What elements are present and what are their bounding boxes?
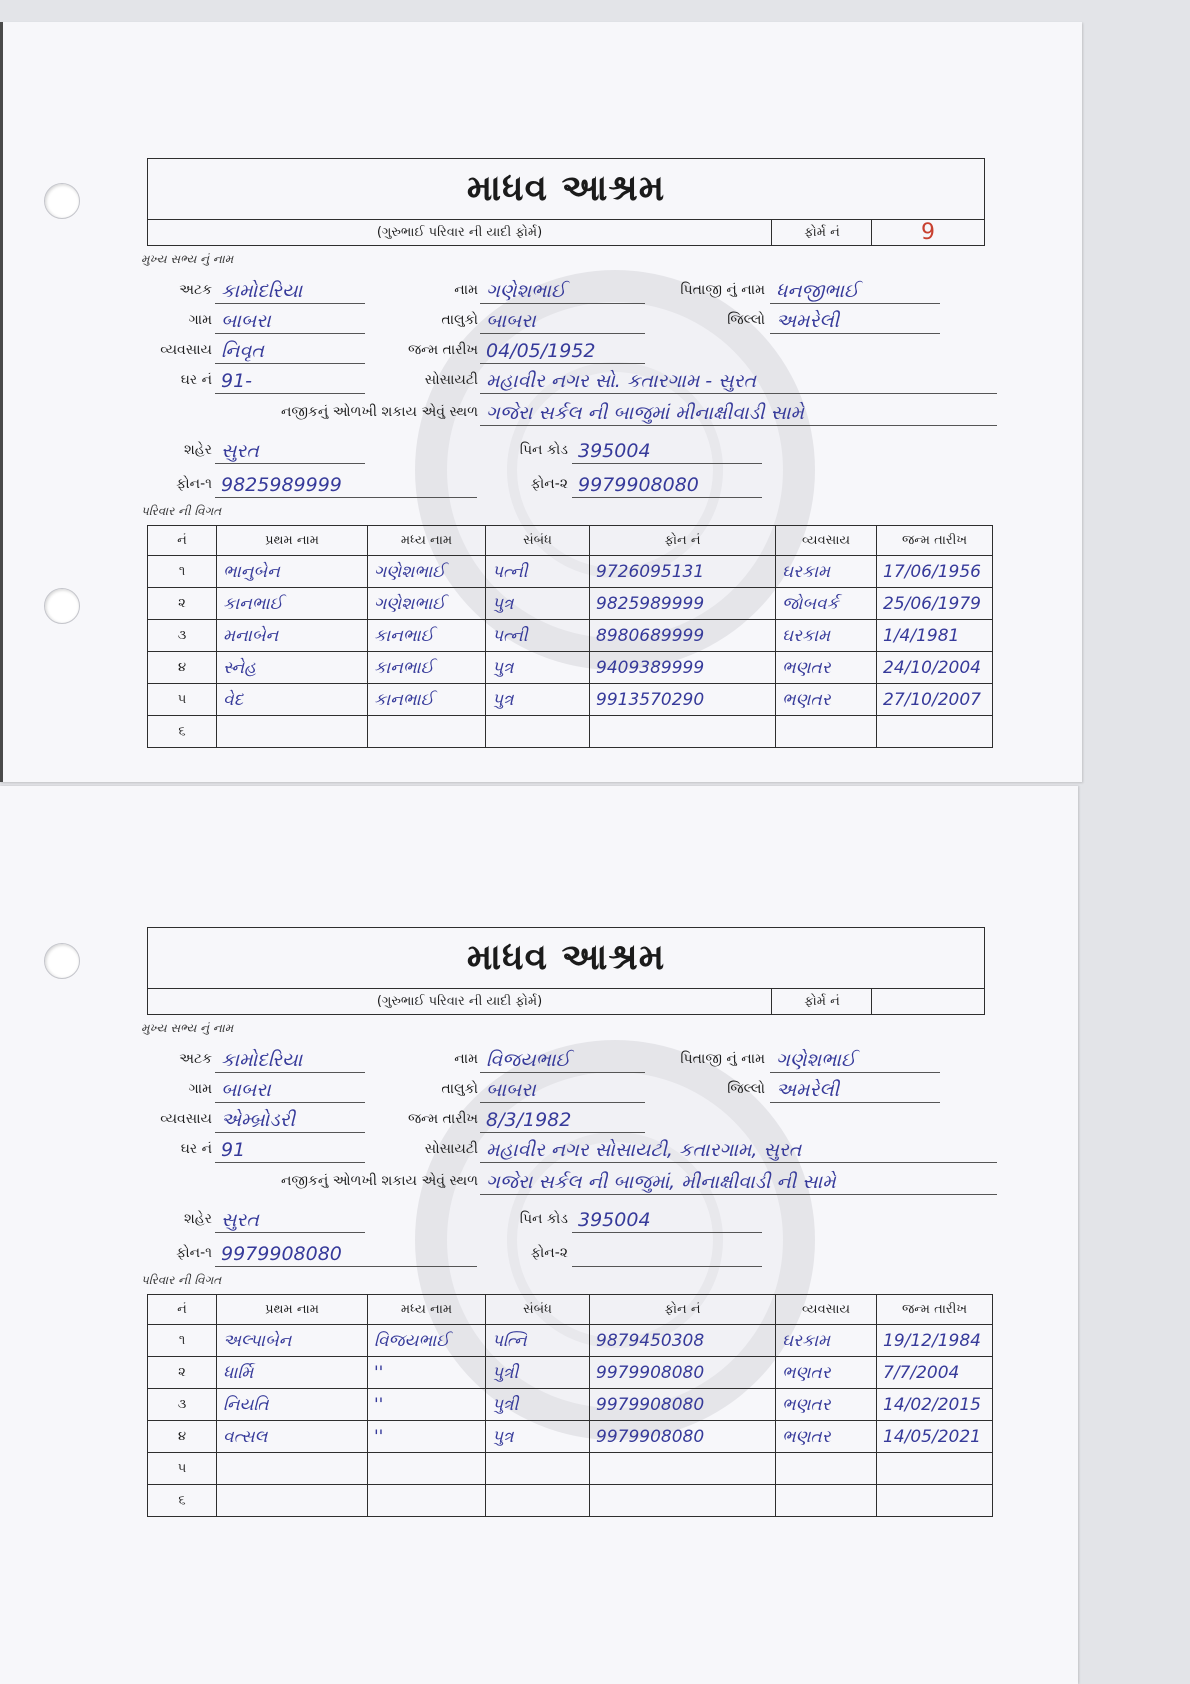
phone-2-value: 9979908080 [572, 470, 762, 498]
occupation-cell: ઘરકામ [776, 620, 877, 652]
subtitle-row [148, 989, 984, 1014]
middle-name-header: મધ્ય નામ [368, 526, 486, 556]
landmark-label: નજીકનું ઓળખી શકાય એવું સ્થળ [280, 404, 478, 420]
phone-number-cell: 9879450308 [590, 1325, 776, 1357]
form-number-label: ફોર્મ નં [771, 220, 872, 245]
relation-cell: પુત્ર [486, 1421, 590, 1453]
middle-name-header: મધ્ય નામ [368, 1295, 486, 1325]
first-name-cell: વેદ [217, 684, 368, 716]
relation-cell [486, 1453, 590, 1485]
occupation-cell: ભણતર [776, 1421, 877, 1453]
phone-number-cell [590, 1453, 776, 1485]
table-head [148, 526, 993, 556]
table-header-row [148, 526, 993, 556]
birth-date-cell: 14/02/2015 [877, 1389, 993, 1421]
occupation-cell [776, 716, 877, 748]
house-number-value: 91- [215, 366, 365, 394]
city-value: સુરત [215, 436, 365, 464]
first-name-cell: ધાર્મિ [217, 1357, 368, 1389]
occupation-cell: ઘરકામ [776, 1325, 877, 1357]
table-head [148, 1295, 993, 1325]
phone-number-cell: 9825989999 [590, 588, 776, 620]
form-header-box [147, 158, 985, 246]
middle-name-cell [368, 716, 486, 748]
birth-date-cell: 1/4/1981 [877, 620, 993, 652]
form-number-value [871, 989, 984, 1014]
table-row [148, 1357, 993, 1389]
middle-name-cell: '' [368, 1389, 486, 1421]
phone-number-header: ફોન નં [590, 1295, 776, 1325]
middle-name-cell: '' [368, 1421, 486, 1453]
phone-1-value: 9825989999 [215, 470, 477, 498]
relation-cell: પુત્ર [486, 652, 590, 684]
occupation-cell: ઘરકામ [776, 556, 877, 588]
table-row [148, 1389, 993, 1421]
middle-name-cell [368, 1453, 486, 1485]
occupation-cell: ભણતર [776, 1357, 877, 1389]
taluka-label: તાલુકો [441, 312, 478, 328]
occupation-cell [776, 1453, 877, 1485]
relation-cell [486, 716, 590, 748]
middle-name-cell: '' [368, 1357, 486, 1389]
phone-number-cell: 9913570290 [590, 684, 776, 716]
village-label: ગામ [188, 312, 212, 328]
table-row [148, 684, 993, 716]
birth-date-cell: 25/06/1979 [877, 588, 993, 620]
middle-name-cell [368, 1485, 486, 1517]
phone-number-cell: 9409389999 [590, 652, 776, 684]
first-name-cell [217, 716, 368, 748]
table-row [148, 1453, 993, 1485]
form-2 [141, 927, 985, 1519]
occupation-cell [776, 1485, 877, 1517]
surname-value: કામોદરિયા [215, 276, 365, 304]
row-number-cell: ૨ [148, 588, 217, 620]
birth-date-cell [877, 716, 993, 748]
name-value: વિજયભાઈ [480, 1045, 645, 1073]
birth-date-cell [877, 1485, 993, 1517]
table-row [148, 1421, 993, 1453]
name-value: ગણેશભાઈ [480, 276, 645, 304]
first-name-cell: અલ્પાબેન [217, 1325, 368, 1357]
family-table [147, 525, 993, 748]
subtitle-row [148, 220, 984, 245]
surname-label: અટક [179, 282, 212, 298]
title-row [148, 159, 984, 220]
first-name-cell: વત્સલ [217, 1421, 368, 1453]
first-name-cell: મનાબેન [217, 620, 368, 652]
title-row [148, 928, 984, 989]
first-name-cell: સ્નેહ [217, 652, 368, 684]
surname-value: કામોદરિયા [215, 1045, 365, 1073]
relation-cell: પત્નિ [486, 1325, 590, 1357]
house-number-label: ઘર નં [180, 1141, 212, 1157]
district-value: અમરેલી [770, 306, 940, 334]
middle-name-cell: કાનભાઈ [368, 684, 486, 716]
phone-1-label: ફોન-૧ [176, 476, 212, 492]
district-value: અમરેલી [770, 1075, 940, 1103]
occupation-label: વ્યવસાય [160, 1111, 212, 1127]
city-value: સુરત [215, 1205, 365, 1233]
birth-date-value: 04/05/1952 [480, 336, 645, 364]
form-number-label: ફોર્મ નં [771, 989, 872, 1014]
birth-date-header: જન્મ તારીખ [877, 526, 993, 556]
city-label: શહેર [184, 1211, 212, 1227]
birth-date-cell [877, 1453, 993, 1485]
phone-number-cell: 9726095131 [590, 556, 776, 588]
table-row [148, 556, 993, 588]
taluka-value: બાબરા [480, 1075, 645, 1103]
occupation-header: વ્યવસાય [776, 526, 877, 556]
village-value: બાબરા [215, 1075, 365, 1103]
first-name-cell [217, 1485, 368, 1517]
birth-date-cell: 19/12/1984 [877, 1325, 993, 1357]
first-name-header: પ્રથમ નામ [217, 526, 368, 556]
form-header-box [147, 927, 985, 1015]
occupation-cell: ભણતર [776, 652, 877, 684]
birth-date-cell: 17/06/1956 [877, 556, 993, 588]
house-number-value: 91 [215, 1135, 365, 1163]
first-name-cell: નિયતિ [217, 1389, 368, 1421]
row-number-cell: ૬ [148, 1485, 217, 1517]
table-row [148, 620, 993, 652]
relation-header: સંબંધ [486, 526, 590, 556]
phone-1-label: ફોન-૧ [176, 1245, 212, 1261]
district-label: જિલ્લો [727, 312, 765, 328]
birth-date-label: જન્મ તારીખ [407, 342, 478, 358]
name-label: નામ [454, 1051, 478, 1067]
row-number-cell: ૩ [148, 620, 217, 652]
middle-name-cell: ગણેશભાઈ [368, 588, 486, 620]
form-subtitle: (ગુરુભાઈ પરિવાર ની યાદી ફોર્મ) [376, 994, 543, 1009]
form-subtitle: (ગુરુભાઈ પરિવાર ની યાદી ફોર્મ) [376, 225, 543, 240]
row-number-cell: ૫ [148, 1453, 217, 1485]
form-number-value: 9 [871, 220, 984, 245]
relation-cell: પત્ની [486, 556, 590, 588]
house-number-label: ઘર નં [180, 372, 212, 388]
phone-number-cell: 8980689999 [590, 620, 776, 652]
landmark-value: ગજેરા સર્કલ ની બાજુમાં મીનાક્ષીવાડી સામે [480, 398, 997, 426]
table-row [148, 1485, 993, 1517]
row-number-header: નં [148, 526, 217, 556]
birth-date-header: જન્મ તારીખ [877, 1295, 993, 1325]
table-body [148, 1325, 993, 1517]
birth-date-cell: 14/05/2021 [877, 1421, 993, 1453]
form-1 [141, 158, 985, 750]
village-label: ગામ [188, 1081, 212, 1097]
main-member-heading: મુખ્ય સભ્ય નું નામ [141, 1021, 234, 1035]
relation-cell: પુત્ર [486, 684, 590, 716]
table-row [148, 588, 993, 620]
first-name-cell: ભાનુબેન [217, 556, 368, 588]
table-row [148, 1325, 993, 1357]
punch-hole [44, 183, 80, 219]
row-number-cell: ૪ [148, 652, 217, 684]
landmark-value: ગજેરા સર્કલ ની બાજુમાં, મીનાક્ષીવાડી ની સામે [480, 1167, 997, 1195]
society-value: મહાવીર નગર સોસાયટી, કતારગામ, સુરત [480, 1135, 997, 1163]
family-details-heading: પરિવાર ની વિગત [141, 504, 222, 518]
phone-number-header: ફોન નં [590, 526, 776, 556]
phone-2-label: ફોન-૨ [530, 1245, 568, 1261]
row-number-cell: ૨ [148, 1357, 217, 1389]
row-number-cell: ૪ [148, 1421, 217, 1453]
table-header-row [148, 1295, 993, 1325]
row-number-cell: ૧ [148, 1325, 217, 1357]
row-number-cell: ૫ [148, 684, 217, 716]
pin-code-value: 395004 [572, 1205, 762, 1233]
row-number-cell: ૬ [148, 716, 217, 748]
middle-name-cell: વિજયભાઈ [368, 1325, 486, 1357]
first-name-cell: કાનભાઈ [217, 588, 368, 620]
middle-name-cell: ગણેશભાઈ [368, 556, 486, 588]
village-value: બાબરા [215, 306, 365, 334]
middle-name-cell: કાનભાઈ [368, 652, 486, 684]
table-body [148, 556, 993, 748]
father-name-value: ધનજીભાઈ [770, 276, 940, 304]
birth-date-cell: 24/10/2004 [877, 652, 993, 684]
relation-cell: પત્ની [486, 620, 590, 652]
occupation-label: વ્યવસાય [160, 342, 212, 358]
relation-header: સંબંધ [486, 1295, 590, 1325]
first-name-cell [217, 1453, 368, 1485]
relation-cell: પુત્રી [486, 1357, 590, 1389]
city-label: શહેર [184, 442, 212, 458]
form-title: માધવ આશ્રમ [466, 937, 666, 978]
phone-2-value [572, 1239, 762, 1267]
table-row [148, 652, 993, 684]
main-member-heading: મુખ્ય સભ્ય નું નામ [141, 252, 234, 266]
surname-label: અટક [179, 1051, 212, 1067]
father-name-label: પિતાજી નું નામ [680, 282, 765, 298]
phone-number-cell: 9979908080 [590, 1421, 776, 1453]
form-title: માધવ આશ્રમ [466, 168, 666, 209]
society-label: સોસાયટી [424, 1141, 478, 1157]
phone-number-cell [590, 716, 776, 748]
birth-date-value: 8/3/1982 [480, 1105, 645, 1133]
punch-hole [44, 588, 80, 624]
father-name-value: ગણેશભાઈ [770, 1045, 940, 1073]
landmark-label: નજીકનું ઓળખી શકાય એવું સ્થળ [280, 1173, 478, 1189]
middle-name-cell: કાનભાઈ [368, 620, 486, 652]
phone-number-cell: 9979908080 [590, 1357, 776, 1389]
phone-1-value: 9979908080 [215, 1239, 477, 1267]
birth-date-cell: 7/7/2004 [877, 1357, 993, 1389]
taluka-label: તાલુકો [441, 1081, 478, 1097]
family-table [147, 1294, 993, 1517]
society-value: મહાવીર નગર સો. કતારગામ - સુરત [480, 366, 997, 394]
row-number-cell: ૧ [148, 556, 217, 588]
birth-date-label: જન્મ તારીખ [407, 1111, 478, 1127]
occupation-cell: ભણતર [776, 1389, 877, 1421]
taluka-value: બાબરા [480, 306, 645, 334]
table-row [148, 716, 993, 748]
relation-cell [486, 1485, 590, 1517]
first-name-header: પ્રથમ નામ [217, 1295, 368, 1325]
phone-2-label: ફોન-૨ [530, 476, 568, 492]
phone-number-cell: 9979908080 [590, 1389, 776, 1421]
punch-hole [44, 943, 80, 979]
birth-date-cell: 27/10/2007 [877, 684, 993, 716]
occupation-cell: ભણતર [776, 684, 877, 716]
relation-cell: પુત્રી [486, 1389, 590, 1421]
pin-code-label: પિન કોડ [519, 1211, 568, 1227]
occupation-cell: જોબવર્ક [776, 588, 877, 620]
name-label: નામ [454, 282, 478, 298]
row-number-cell: ૩ [148, 1389, 217, 1421]
occupation-value: નિવૃત [215, 336, 365, 364]
pin-code-label: પિન કોડ [519, 442, 568, 458]
row-number-header: નં [148, 1295, 217, 1325]
pin-code-value: 395004 [572, 436, 762, 464]
phone-number-cell [590, 1485, 776, 1517]
father-name-label: પિતાજી નું નામ [680, 1051, 765, 1067]
district-label: જિલ્લો [727, 1081, 765, 1097]
occupation-value: એમ્બ્રોડરી [215, 1105, 365, 1133]
society-label: સોસાયટી [424, 372, 478, 388]
relation-cell: પુત્ર [486, 588, 590, 620]
occupation-header: વ્યવસાય [776, 1295, 877, 1325]
family-details-heading: પરિવાર ની વિગત [141, 1273, 222, 1287]
